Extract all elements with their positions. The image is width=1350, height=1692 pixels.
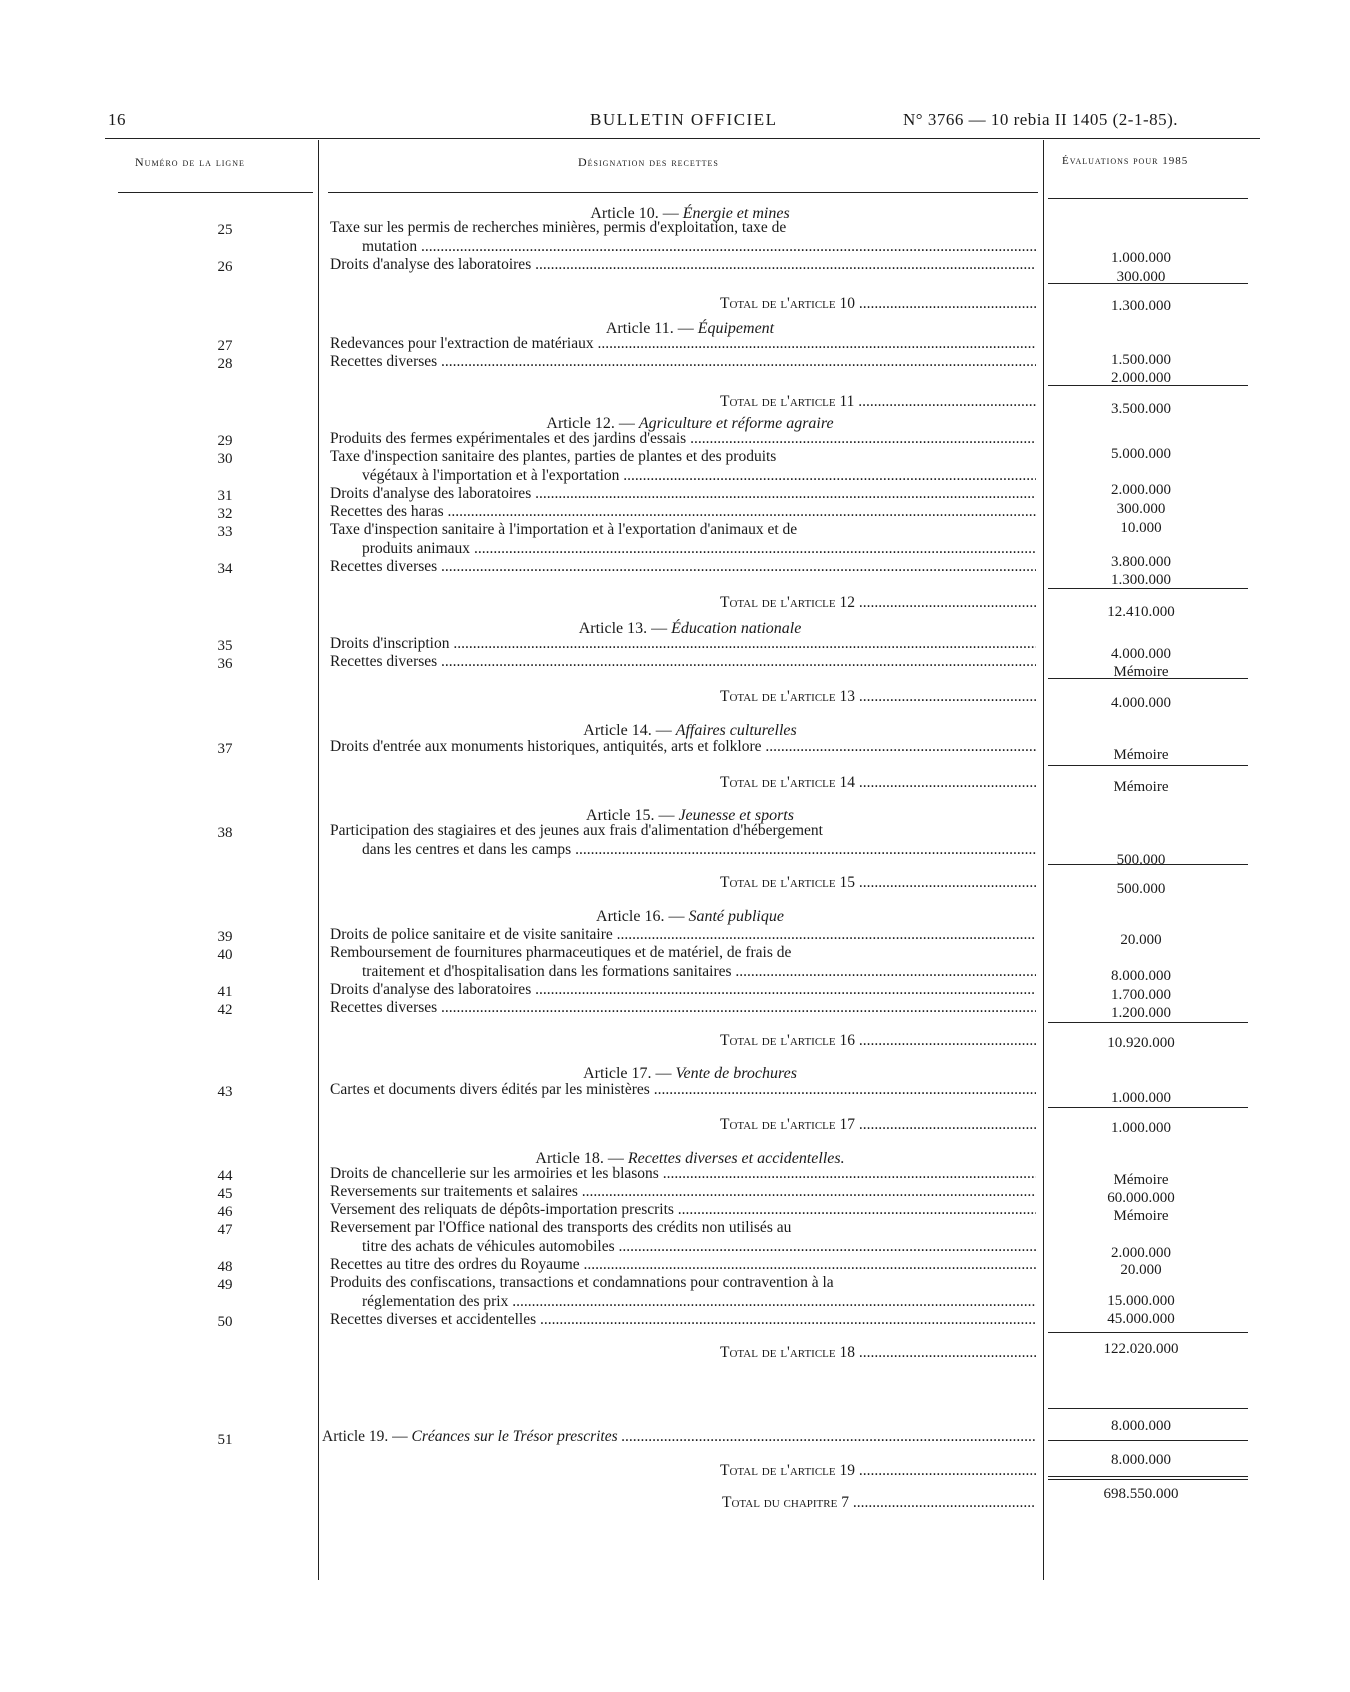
receipt-designation-continued: produits animaux ..... (362, 540, 1036, 558)
line-number: 36 (217, 656, 233, 672)
article-subject: Éducation nationale (671, 620, 802, 637)
receipt-amount: 20.000 (1120, 1262, 1162, 1278)
receipt-designation: Participation des stagiaires et des jeunes aux frais d'alimentation d'hébergement (330, 822, 823, 839)
line-number: 45 (217, 1186, 233, 1202)
article-total-amount: 1.000.000 (1111, 1120, 1171, 1136)
article-subject: Recettes diverses et accidentelles. (627, 1150, 845, 1167)
line-number: 51 (217, 1432, 233, 1448)
receipt-designation: Produits des fermes expérimentales et des jardins d'essais ..... (330, 430, 1036, 448)
receipt-designation-continued: mutation ..... (362, 238, 1036, 256)
article-number: Article 16. — (596, 908, 689, 925)
receipt-amount: 45.000.000 (1107, 1311, 1175, 1327)
article-subject: Santé publique (688, 908, 784, 925)
receipt-amount: 60.000.000 (1107, 1190, 1175, 1206)
receipt-designation: Droits de police sanitaire et de visite sanitaire ..... (330, 926, 1036, 944)
article-number: Article 14. — (583, 722, 676, 739)
receipt-designation: Taxe sur les permis de recherches minières, permis d'exploitation, taxe de (330, 219, 787, 236)
receipt-amount: 2.000.000 (1111, 370, 1171, 386)
line-number: 49 (217, 1277, 233, 1293)
receipt-amount: 1.700.000 (1111, 987, 1171, 1003)
chapter-total-amount: 698.550.000 (1103, 1486, 1179, 1502)
receipt-designation: Droits d'entrée aux monuments historiques, antiquités, arts et folklore ..... (330, 738, 1036, 756)
line-number: 41 (217, 984, 233, 1000)
article-total-label: Total de l'article 11 ..... (720, 393, 1036, 411)
article-total-label: Total de l'article 15 ..... (720, 874, 1036, 892)
article-number: Article 13. — (578, 620, 672, 637)
receipt-designation-continued: réglementation des prix ..... (362, 1293, 1036, 1311)
line-number: 28 (217, 356, 233, 372)
article-heading (330, 908, 1050, 926)
receipt-amount: 1.200.000 (1111, 1005, 1171, 1021)
header-rule-right (1048, 198, 1248, 199)
publication-title: BULLETIN OFFICIEL (590, 110, 778, 129)
subtotal-rule (1048, 283, 1248, 284)
chapter-total-label: Total du chapitre 7 ..... (722, 1494, 1036, 1512)
line-number: 46 (217, 1204, 233, 1220)
receipt-designation: Recettes des haras ..... (330, 503, 1036, 521)
receipt-designation: Droits d'analyse des laboratoires ..... (330, 485, 1036, 503)
receipt-designation: Droits de chancellerie sur les armoiries et les blasons ..... (330, 1165, 1036, 1183)
line-number: 50 (217, 1314, 233, 1330)
receipt-designation: Produits des confiscations, transactions et condamnations pour contravention à la (330, 1274, 834, 1291)
receipt-designation: Taxe d'inspection sanitaire à l'importation et à l'exportation d'animaux et de (330, 521, 798, 538)
line-number: 32 (217, 506, 233, 522)
line-number: 25 (217, 222, 233, 238)
subtotal-rule (1048, 385, 1248, 386)
article-total-label: Total de l'article 16 ..... (720, 1032, 1036, 1050)
article-number: Article 12. — (546, 415, 639, 432)
line-number: 34 (217, 561, 233, 577)
subtotal-rule (1048, 864, 1248, 865)
article-total-amount: 122.020.000 (1103, 1341, 1179, 1357)
receipt-amount: 2.000.000 (1111, 1245, 1171, 1261)
article-total-label: Total de l'article 14 ..... (720, 774, 1036, 792)
receipt-designation: Recettes diverses ..... (330, 999, 1036, 1017)
article-total-label: Total de l'article 12 ..... (720, 594, 1036, 612)
article-total-label: Total de l'article 13 ..... (720, 688, 1036, 706)
article-total-amount: 8.000.000 (1111, 1452, 1171, 1468)
article-total-amount: Mémoire (1113, 779, 1169, 795)
subtotal-rule (1048, 765, 1248, 766)
receipt-designation: Cartes et documents divers édités par les ministères ..... (330, 1081, 1036, 1099)
line-number: 47 (217, 1222, 233, 1238)
chapter-total-rule (1048, 1476, 1248, 1477)
receipt-amount: 300.000 (1116, 501, 1166, 517)
subtotal-rule (1048, 1408, 1248, 1409)
article-number: Article 11. — (605, 320, 698, 337)
receipt-designation-continued: titre des achats de véhicules automobiles ..... (362, 1238, 1036, 1256)
subtotal-rule (1048, 1332, 1248, 1333)
article-number: Article 17. — (583, 1065, 676, 1082)
article-subject: Énergie et mines (682, 205, 790, 222)
article-subject: Vente de brochures (675, 1065, 797, 1082)
receipt-amount: 8.000.000 (1111, 968, 1171, 984)
receipt-amount: 3.800.000 (1111, 554, 1171, 570)
subtotal-rule (1048, 1107, 1248, 1108)
page-number: 16 (108, 110, 126, 129)
receipt-designation-continued: dans les centres et dans les camps ..... (362, 841, 1036, 859)
line-number: 35 (217, 638, 233, 654)
receipt-amount: Mémoire (1113, 1172, 1169, 1188)
line-number: 26 (217, 259, 233, 275)
line-number: 48 (217, 1259, 233, 1275)
receipt-amount: 4.000.000 (1111, 646, 1171, 662)
article-total-amount: 10.920.000 (1107, 1035, 1175, 1051)
article-total-amount: 4.000.000 (1111, 695, 1171, 711)
line-number: 29 (217, 433, 233, 449)
article-subject: Équipement (697, 320, 775, 337)
receipt-amount: 2.000.000 (1111, 482, 1171, 498)
receipt-designation: Versement des reliquats de dépôts-importation prescrits ..... (330, 1201, 1036, 1219)
subtotal-rule (1048, 1022, 1248, 1023)
chapter-total-rule (1048, 1479, 1248, 1480)
receipt-amount: Mémoire (1113, 747, 1169, 763)
column-divider-right (1043, 140, 1044, 1580)
article-total-label: Total de l'article 17 ..... (720, 1116, 1036, 1134)
receipt-amount: 5.000.000 (1111, 446, 1171, 462)
receipt-designation: Reversement par l'Office national des transports des crédits non utilisés au (330, 1219, 792, 1236)
receipt-designation: Recettes au titre des ordres du Royaume ..... (330, 1256, 1036, 1274)
article-number: Article 15. — (586, 807, 679, 824)
article-total-label: Total de l'article 18 ..... (720, 1344, 1036, 1362)
line-number: 37 (217, 741, 233, 757)
article-total-label: Total de l'article 19 ..... (720, 1462, 1036, 1480)
line-number: 31 (217, 488, 233, 504)
receipt-designation: Recettes diverses ..... (330, 558, 1036, 576)
table-top-rule (105, 138, 1260, 139)
receipt-amount: 1.300.000 (1111, 572, 1171, 588)
line-number: 30 (217, 451, 233, 467)
article-total-amount: 500.000 (1116, 881, 1166, 897)
receipt-amount: 15.000.000 (1107, 1293, 1175, 1309)
receipt-amount: 20.000 (1120, 932, 1162, 948)
receipt-amount: 10.000 (1120, 520, 1162, 536)
subtotal-rule (1048, 588, 1248, 589)
line-number: 27 (217, 338, 233, 354)
article-number: Article 18. — (535, 1150, 628, 1167)
receipt-designation: Remboursement de fournitures pharmaceutiques et de matériel, de frais de (330, 944, 792, 961)
receipt-amount: 1.000.000 (1111, 250, 1171, 266)
article-heading (322, 1428, 1036, 1446)
receipt-amount: 1.500.000 (1111, 352, 1171, 368)
article-total-label: Total de l'article 10 ..... (720, 295, 1036, 313)
column-header-evaluation: Évaluations pour 1985 (1062, 155, 1189, 167)
article-subject: Affaires culturelles (675, 722, 797, 739)
receipt-designation-continued: traitement et d'hospitalisation dans les formations sanitaires ..... (362, 963, 1036, 981)
header-rule-left (118, 192, 313, 193)
column-divider-left (318, 140, 319, 1580)
article-number: Article 10. — (590, 205, 683, 222)
receipt-amount: Mémoire (1113, 664, 1169, 680)
article-total-amount: 3.500.000 (1111, 401, 1171, 417)
article-total-amount: 12.410.000 (1107, 604, 1175, 620)
line-number: 39 (217, 929, 233, 945)
receipt-designation: Droits d'inscription ..... (330, 635, 1036, 653)
line-number: 40 (217, 947, 233, 963)
receipt-amount: 300.000 (1116, 269, 1166, 285)
article-number: Article 19. — (322, 1428, 412, 1445)
header-rule-middle (328, 192, 1038, 193)
subtotal-rule (1048, 678, 1248, 679)
article-total-amount: 1.300.000 (1111, 298, 1171, 314)
line-number: 42 (217, 1002, 233, 1018)
receipt-designation: Reversements sur traitements et salaires ..... (330, 1183, 1036, 1201)
line-number: 44 (217, 1168, 233, 1184)
receipt-designation-continued: végétaux à l'importation et à l'exportation ..... (362, 467, 1036, 485)
receipt-designation: Droits d'analyse des laboratoires ..... (330, 981, 1036, 999)
receipt-designation: Taxe d'inspection sanitaire des plantes, parties de plantes et des produits (330, 448, 777, 465)
subtotal-rule (1048, 1440, 1248, 1441)
article-subject: Créances sur le Trésor prescrites ..... (412, 1428, 1036, 1445)
receipt-amount: 8.000.000 (1111, 1418, 1171, 1434)
receipt-designation: Droits d'analyse des laboratoires ..... (330, 256, 1036, 274)
line-number: 38 (217, 825, 233, 841)
receipt-amount: 1.000.000 (1111, 1090, 1171, 1106)
line-number: 43 (217, 1084, 233, 1100)
article-subject: Jeunesse et sports (678, 807, 794, 824)
line-number: 33 (217, 524, 233, 540)
receipt-designation: Recettes diverses et accidentelles ..... (330, 1311, 1036, 1329)
issue-reference: N° 3766 — 10 rebia II 1405 (2-1-85). (903, 110, 1179, 129)
receipt-designation: Redevances pour l'extraction de matériaux ..... (330, 335, 1036, 353)
receipt-amount: 500.000 (1116, 852, 1166, 868)
article-subject: Agriculture et réforme agraire (638, 415, 834, 432)
receipt-designation: Recettes diverses ..... (330, 353, 1036, 371)
column-header-designation: Désignation des recettes (578, 155, 719, 169)
receipt-amount: Mémoire (1113, 1208, 1169, 1224)
column-header-line-number: Numéro de la ligne (135, 155, 245, 169)
receipt-designation: Recettes diverses ..... (330, 653, 1036, 671)
